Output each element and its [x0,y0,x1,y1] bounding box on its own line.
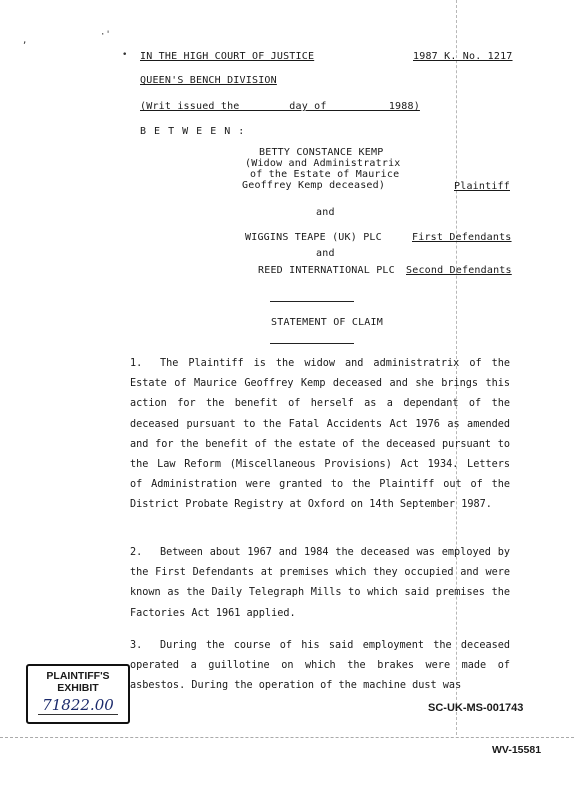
case-number: 1987 K. No. 1217 [413,51,513,62]
plaintiff-role: Plaintiff [454,181,510,192]
plaintiff-description: of the Estate of Maurice [250,169,400,180]
scan-speck: , [22,36,28,46]
paragraph-2 [130,543,510,624]
paragraph-number: 1. [130,358,143,369]
scan-speck: ·' [100,30,111,40]
writ-issued-line: (Writ issued the day of 1988) [140,101,420,112]
exhibit-sticker [26,664,130,724]
exhibit-label: PLAINTIFF'S [46,670,110,682]
plaintiff-name: BETTY CONSTANCE KEMP [259,147,384,158]
paragraph-number: 3. [130,640,143,651]
title-rule-top [270,301,354,302]
division-heading: QUEEN'S BENCH DIVISION [140,75,277,86]
paragraph-number: 2. [130,547,143,558]
paragraph-text: Between about 1967 and 1984 the deceased was employed by the First Defendants at premises which they occupied and were known as the Daily Telegraph Mills to which said premises the Factories Act 1961 applied. [130,547,510,619]
paragraph-3 [130,636,510,697]
page-bottom-edge [0,737,574,739]
second-defendant-role: Second Defendants [406,265,512,276]
document-title: STATEMENT OF CLAIM [271,317,383,328]
and-separator: and [316,207,335,218]
between-label: B E T W E E N : [140,126,246,137]
scan-speck: • [122,50,128,60]
paragraph-text: During the course of his said employment the deceased operated a guillotine on which the brakes were made of asbestos. During the operation of the machine dust was [130,640,510,692]
first-defendant-role: First Defendants [412,232,512,243]
court-heading: IN THE HIGH COURT OF JUSTICE [140,51,315,62]
second-defendant-name: REED INTERNATIONAL PLC [258,265,395,276]
exhibit-label: EXHIBIT [57,682,99,694]
title-rule-bottom [270,343,354,344]
and-separator: and [316,248,335,259]
plaintiff-description: (Widow and Administratrix [245,158,401,169]
first-defendant-name: WIGGINS TEAPE (UK) PLC [245,232,382,243]
paragraph-1 [130,354,510,516]
exhibit-number: 71822.00 [38,696,118,715]
plaintiff-description: Geoffrey Kemp deceased) [242,180,386,191]
paragraph-text: The Plaintiff is the widow and administratrix of the Estate of Maurice Geoffrey Kemp deceased and she brings this action for the benefit of herself as a dependant of the deceased pursuant to the Fatal Accidents Act 1976 as amended and for the benefit of the estate of the deceased pursuant to the Law Reform (Miscellaneous Provisions) Act 1934. Letters of Administration were granted to the Plaintiff out of the District Probate Registry at Oxford on 14th September 1987. [130,358,510,511]
bates-number: SC-UK-MS-001743 [428,702,524,714]
bates-number-secondary: WV-15581 [492,744,542,756]
